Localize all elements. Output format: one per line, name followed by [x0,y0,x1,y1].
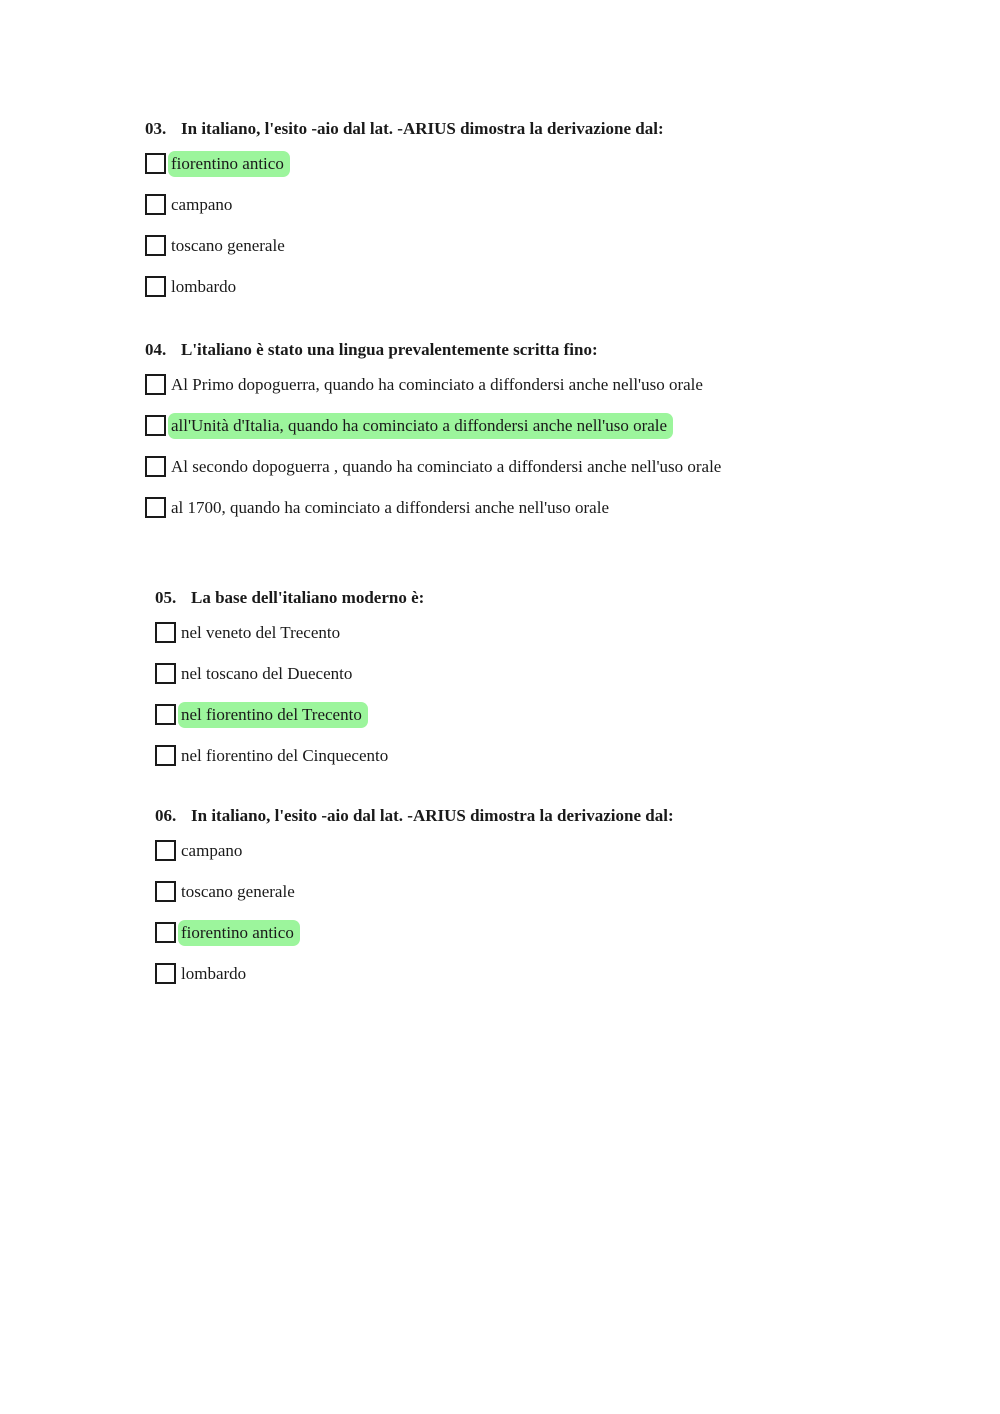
answer-option[interactable] [145,453,727,480]
checkbox[interactable] [145,235,166,256]
question-number: 05. [155,588,177,607]
question-text: In italiano, l'esito -aio dal lat. -ARIUS dimostra la derivazione dal: [181,119,664,138]
option-label: nel toscano del Duecento [181,663,353,683]
checkbox[interactable] [155,663,176,684]
checkbox[interactable] [145,194,166,215]
question-title [155,587,424,609]
option-label: nel fiorentino del Cinquecento [181,745,389,765]
question-number: 06. [155,806,177,825]
option-label: Al secondo dopoguerra , quando ha cominciato a diffondersi anche nell'uso orale [171,456,722,476]
option-label: nel veneto del Trecento [181,622,341,642]
option-label: campano [171,194,233,214]
option-label: lombardo [171,276,237,296]
answer-option[interactable] [155,837,674,864]
answer-option[interactable] [155,742,424,769]
option-label: fiorentino antico [168,151,290,177]
checkbox[interactable] [145,374,166,395]
answer-option[interactable] [145,494,727,521]
question-number: 04. [145,340,167,359]
question-title [145,118,664,140]
answer-option-correct[interactable] [145,412,727,439]
answer-option[interactable] [145,371,727,398]
checkbox[interactable] [155,922,176,943]
option-label: nel fiorentino del Trecento [178,702,368,728]
answer-option-correct[interactable] [145,150,664,177]
option-label: fiorentino antico [178,920,300,946]
question-text: In italiano, l'esito -aio dal lat. -ARIUS dimostra la derivazione dal: [191,806,674,825]
answer-options [155,837,674,987]
checkbox[interactable] [145,415,166,436]
checkbox[interactable] [155,622,176,643]
option-label: all'Unità d'Italia, quando ha cominciato a diffondersi anche nell'uso orale [168,413,673,439]
checkbox[interactable] [155,881,176,902]
answer-option[interactable] [145,232,664,259]
question-04 [145,339,727,535]
answer-option[interactable] [155,960,674,987]
answer-option-correct[interactable] [155,919,674,946]
option-label: al 1700, quando ha cominciato a diffondersi anche nell'uso orale [171,497,609,517]
option-label: lombardo [181,963,247,983]
question-title [155,805,674,827]
option-label: Al Primo dopoguerra, quando ha cominciato a diffondersi anche nell'uso orale [171,374,703,394]
checkbox[interactable] [155,704,176,725]
question-number: 03. [145,119,167,138]
question-title [145,339,727,361]
answer-options [145,150,664,300]
checkbox[interactable] [155,840,176,861]
checkbox[interactable] [155,963,176,984]
checkbox[interactable] [145,497,166,518]
question-text: La base dell'italiano moderno è: [191,588,425,607]
question-03 [145,118,664,314]
option-label: toscano generale [181,881,295,901]
answer-option[interactable] [145,191,664,218]
answer-options [145,371,727,521]
answer-option-correct[interactable] [155,701,424,728]
question-text: L'italiano è stato una lingua prevalentemente scritta fino: [181,340,598,359]
checkbox[interactable] [145,153,166,174]
checkbox[interactable] [145,456,166,477]
checkbox[interactable] [155,745,176,766]
answer-option[interactable] [155,878,674,905]
option-label: campano [181,840,243,860]
question-06 [155,805,674,1001]
answer-options [155,619,424,769]
question-05 [155,587,424,783]
answer-option[interactable] [155,660,424,687]
answer-option[interactable] [145,273,664,300]
answer-option[interactable] [155,619,424,646]
option-label: toscano generale [171,235,285,255]
checkbox[interactable] [145,276,166,297]
